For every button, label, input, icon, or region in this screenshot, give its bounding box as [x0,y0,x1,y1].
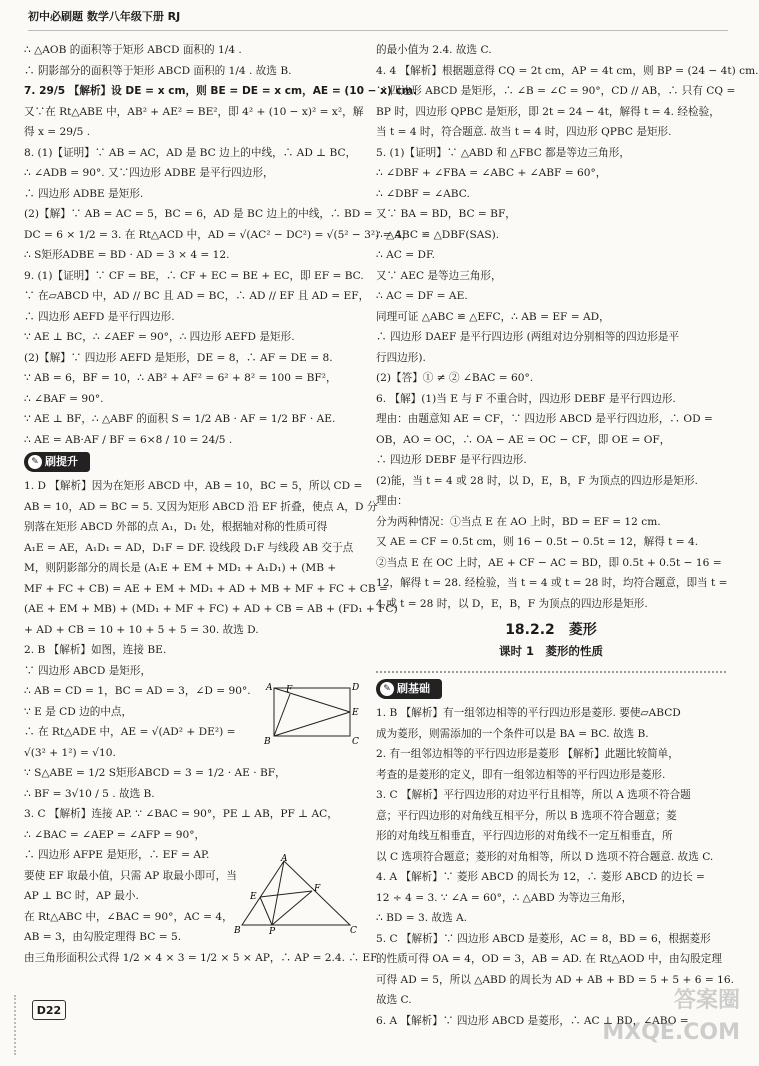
right-line: 成为菱形，则需添加的一个条件可以是 BA = BC. 故选 B. [376,727,649,740]
left-line: ∴ ∠ADB = 90°. 又∵四边形 ADBE 是平行四边形， [24,167,274,179]
left-line: ∴ S矩形ADBE = BD · AD = 3 × 4 = 12. [24,249,230,261]
fig-label: E [250,892,257,902]
right-line: 理由：由题意知 AE = CF，∵ 四边形 ABCD 是平行四边形，∴ OD = [376,413,713,425]
right-line: ∴ ∠DBF + ∠FBA = ∠ABC + ∠ABF = 60°， [376,167,607,179]
margin-decoration [14,995,20,1055]
right-line: 又∵ BA = BD，BC = BF， [376,208,516,220]
watermark-line: MXQE.COM [602,1020,740,1045]
right-line: 6. A 【解析】∵ 四边形 ABCD 是菱形，∴ AC ⊥ BD，∠ABO = [376,1014,689,1027]
left-line: 得 x = 29/5 . [24,126,91,138]
left-line: 由三角形面积公式得 1/2 × 4 × 3 = 1/2 × 5 × AP，∴ AP = 2.4. ∴ EF [24,951,378,964]
right-line: 3. C 【解析】平行四边形的对边平行且相等，所以 A 选项不符合题 [376,789,691,801]
right-line: ∴ BD = 3. 故选 A. [376,912,468,924]
fig-label: E [352,708,359,718]
left-line: ∵ 在▱ABCD 中，AD // BC 且 AD = BC，∴ AD // EF 且 AD = EF， [24,290,370,302]
divider [376,665,726,673]
left-line: ∴ 四边形 ADBE 是矩形. [24,187,144,200]
right-line: 故选 C. [376,994,412,1006]
section-tag-jichu [376,679,442,699]
left-line: ∴ ∠BAC = ∠AEP = ∠AFP = 90°， [24,828,206,841]
left-line: ∵ 四边形 ABCD 是矩形， [24,664,152,677]
left-line: ∵ AE ⊥ BC，∴ ∠AEF = 90°，∴ 四边形 AEFD 是矩形. [24,331,295,343]
left-line: 别落在矩形 ABCD 外部的点 A₁，D₁ 处，根据轴对称的性质可得 [24,521,328,533]
left-line: 在 Rt△ABC 中，∠BAC = 90°，AC = 4， [24,910,233,923]
left-line: (AE + EM + MB) + (MD₁ + MF + FC) + AD + CB = AB + (FD₁ + FC) [24,603,398,615]
right-line: 行四边形). [376,351,426,364]
left-line: (2)【解】∵ AB = AC = 5，BC = 6，AD 是 BC 边上的中线，∴ BD = [24,208,373,220]
right-line: 4 或 t = 28 时，以 D，E，B，F 为顶点的四边形是矩形. [376,597,648,610]
right-line: 4. 4 【解析】根据题意得 CQ = 2t cm，AP = 4t cm，则 BP = (24 − 4t) cm. [376,64,759,77]
right-line: 理由： [376,495,408,507]
right-line: ∴ AC = DF. [376,249,436,261]
right-line: 又 AE = CF = 0.5t cm，则 16 − 0.5t − 0.5t = 12，解得 t = 4. [376,536,699,548]
right-line: 的最小值为 2.4. 故选 C. [376,44,492,56]
left-line: 9. (1)【证明】∵ CF = BE，∴ CF + EC = BE + EC，即 EF = BC. [24,269,364,282]
fig-label: B [234,926,241,936]
section-tag-label: 刷基础 [397,681,430,695]
right-line: BP 时，四边形 QPBC 是矩形，即 2t = 24 − 4t，解得 t = 4. 经检验， [376,105,720,118]
left-line: ∴ △AOB 的面积等于矩形 ABCD 面积的 1/4 . [24,44,242,56]
left-line: ∴ 在 Rt△ADE 中，AE = √(AD² + DE²) = [24,726,236,738]
right-line: 可得 AD = 5，所以 △ABD 的周长为 AD + AB + BD = 5 + 5 + 6 = 16. [376,973,734,986]
right-line: OB，AO = OC，∴ OA − AE = OC − CF，即 OE = OF， [376,433,671,446]
left-line: 7. 29/5 【解析】设 DE = x cm，则 BE = DE = x cm，AE = (10 − x) cm. [24,85,417,97]
left-line: 又∵在 Rt△ABE 中，AB² + AE² = BE²，即 4² + (10 − x)² = x²，解 [24,105,364,118]
right-column [376,40,759,1031]
left-line: ∴ AB = CD = 1，BC = AD = 3，∠D = 90°. [24,685,251,697]
fig-label: C [350,926,357,936]
right-line: ∴ 四边形 DEBF 是平行四边形. [376,454,527,466]
right-line: ②当点 E 在 OC 上时，AE + CF − AC = BD，即 0.5t + 0.5t − 16 = [376,556,722,569]
right-line: 分为两种情况：①当点 E 在 AO 上时，BD = EF = 12 cm. [376,515,661,528]
right-line: ∴ ∠DBF = ∠ABC. [376,187,470,200]
left-line: ∵ E 是 CD 边的中点， [24,705,133,718]
left-line: ∴ 阴影部分的面积等于矩形 ABCD 面积的 1/4 . 故选 B. [24,64,292,77]
right-line: 当 t = 4 时，符合题意. 故当 t = 4 时，四边形 QPBC 是矩形. [376,126,672,138]
right-line: 意；平行四边形的对角线互相平分，所以 B 选项不符合题意；菱 [376,809,677,822]
left-line: 3. C 【解析】连接 AP. ∵ ∠BAC = 90°，PE ⊥ AB，PF ⊥ AC， [24,808,338,820]
right-line: (2)能，当 t = 4 或 28 时，以 D，E，B，F 为顶点的四边形是矩形. [376,474,698,487]
header-text: 初中必刷题 数学八年级下册 RJ [28,10,181,23]
left-line: ∴ BF = 3√10 / 5 . 故选 B. [24,787,155,800]
section-tag-tisheng [24,452,90,472]
right-line: (2)【答】① ≠ ② ∠BAC = 60°. [376,372,534,384]
figure-rectangle [262,680,362,748]
watermark [560,985,740,1055]
fig-label: P [269,927,276,937]
right-line: 2. 有一组邻边相等的平行四边形是菱形 【解析】此题比较简单， [376,748,679,760]
fig-label: D [352,683,360,693]
right-line: 的性质可得 OA = 4，OD = 3，AB = AD. 在 Rt△AOD 中，由勾股定理 [376,953,722,965]
section-title: 18.2.2 菱形 [505,622,597,638]
pencil-icon: ✎ [28,455,42,469]
left-line: ∴ AE = AB·AF / BF = 6×8 / 10 = 24/5 . [24,433,233,446]
left-line: 8. (1)【证明】∵ AB = AC，AD 是 BC 边上的中线，∴ AD ⊥ BC， [24,146,357,159]
fig-label: A [266,683,273,693]
right-line: 形的对角线互相垂直，平行四边形的对角线不一定互相垂直，所 [376,830,673,842]
right-line: 4. A 【解析】∵ 菱形 ABCD 的周长为 12，∴ 菱形 ABCD 的边长 = [376,871,705,883]
running-header [28,8,728,31]
fig-label: A [281,854,288,864]
right-line: ∴ AC = DF = AE. [376,290,468,302]
right-line: 1. B 【解析】有一组邻边相等的平行四边形是菱形. 要使▱ABCD [376,707,681,719]
left-line: ∵ S△ABE = 1/2 S矩形ABCD = 3 = 1/2 · AE · BF， [24,767,286,779]
pencil-icon: ✎ [380,682,394,696]
page-number: D22 [32,1000,66,1020]
left-line: 2. B 【解析】如图，连接 BE. [24,644,167,656]
right-line: 以 C 选项符合题意；菱形的对角相等，所以 D 选项不符合题意. 故选 C. [376,850,714,863]
left-line: M，则阴影部分的周长是 (A₁E + EM + MD₁ + A₁D₁) + (MB + [24,562,337,574]
left-line: ∴ ∠BAF = 90°. [24,392,104,405]
left-line: ∴ 四边形 AFPE 是矩形，∴ EF = AP. [24,849,210,861]
left-line: ∴ 四边形 AEFD 是平行四边形. [24,310,175,323]
right-line: 12，解得 t = 28. 经检验，当 t = 4 或 t = 28 时，均符合题意，即当 t = [376,577,728,589]
left-line: (2)【解】∵ 四边形 AEFD 是矩形，DE = 8，∴ AF = DE = 8. [24,351,333,364]
watermark-line: 答案圈 [673,988,740,1013]
right-line: 5. (1)【证明】∵ △ABD 和 △FBC 都是等边三角形， [376,146,630,159]
right-line: ∴ 四边形 DAEF 是平行四边形 (两组对边分别相等的四边形是平 [376,331,680,343]
fig-label: F [314,884,321,894]
fig-label: F [286,685,293,695]
left-line: ∵ AE ⊥ BF，∴ △ABF 的面积 S = 1/2 AB · AF = 1/2 BF · AE. [24,413,336,425]
left-line: AB = 3，由勾股定理得 BC = 5. [24,931,182,943]
left-line: ∵ AB = 6，BF = 10，∴ AB² + AF² = 6² + 8² = 100 = BF²， [24,372,337,384]
left-line: √(3² + 1²) = √10. [24,746,116,759]
right-line: 同理可证 △ABC ≌ △EFC，∴ AB = EF = AD， [376,310,610,323]
lesson-title: 课时 1 菱形的性质 [498,643,603,658]
fig-label: B [264,737,271,747]
fig-label: C [352,737,359,747]
left-line: AB = 10，AD = BC = 5. 又因为矩形 ABCD 沿 EF 折叠，使点 A，D 分 [24,500,378,513]
right-line: 又∵ AEC 是等边三角形， [376,269,502,282]
left-line: A₁E = AE，A₁D₁ = AD，D₁F = DF. 设线段 D₁F 与线段 AB 交于点 [24,541,354,554]
section-tag-label: 刷提升 [45,454,78,468]
left-line: AP ⊥ BC 时，AP 最小. [24,890,139,902]
figure-triangle [232,855,360,935]
left-line: MF + FC + CB) = AE + EM + MD₁ + AD + MB + MF + FC + CB = [24,582,388,595]
right-line: 6. 【解】(1)当 E 与 F 不重合时，四边形 DEBF 是平行四边形. [376,392,676,405]
left-line: 1. D 【解析】因为在矩形 ABCD 中，AB = 10，BC = 5，所以 CD = [24,480,363,492]
right-line: ∵ 四边形 ABCD 是矩形，∴ ∠B = ∠C = 90°，CD // AB，∴ 只有 CQ = [376,85,736,97]
left-line: 要使 EF 取最小值，只需 AP 取最小即可，当 [24,869,237,882]
left-line: + AD + CB = 10 + 10 + 5 + 5 = 30. 故选 D. [24,623,259,636]
right-line: 考查的是菱形的定义，即有一组邻边相等的平行四边形是菱形. [376,768,666,781]
left-line: DC = 6 × 1/2 = 3. 在 Rt△ACD 中，AD = √(AC² − DC²) = √(5² − 3²) = 4， [24,228,413,241]
right-line: 12 ÷ 4 = 3. ∵ ∠A = 60°，∴ △ABD 为等边三角形， [376,891,633,904]
right-line: ∴ △ABC ≌ △DBF(SAS). [376,228,500,241]
right-line: 5. C 【解析】∵ 四边形 ABCD 是菱形，AC = 8，BD = 6，根据菱形 [376,932,711,945]
